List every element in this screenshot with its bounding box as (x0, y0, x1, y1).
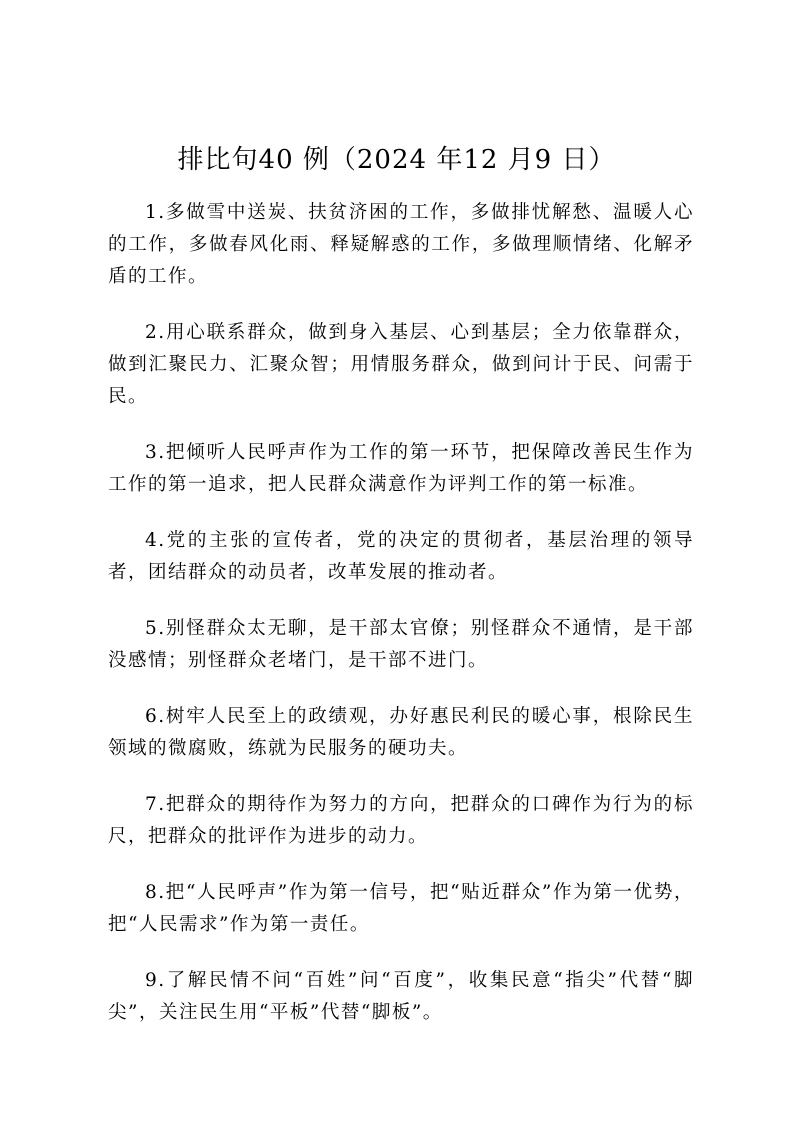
paragraph-5: 5.别怪群众太无聊，是干部太官僚；别怪群众不通情，是干部没感情；别怪群众老堵门，是干部不进门。 (108, 618, 694, 671)
paragraph-2: 2.用心联系群众，做到身入基层、心到基层；全力依靠群众，做到汇聚民力、汇聚众智；用情服务群众，做到问计于民、问需于民。 (108, 322, 694, 407)
paragraph-3: 3.把倾听人民呼声作为工作的第一环节，把保障改善民生作为工作的第一追求，把人民群众满意作为评判工作的第一标准。 (108, 442, 694, 495)
paragraph-9: 9.了解民情不问“百姓”问“百度”，收集民意“指尖”代替“脚尖”，关注民生用“平板”代替“脚板”。 (108, 970, 694, 1023)
document-body (108, 197, 694, 1053)
paragraph-7: 7.把群众的期待作为努力的方向，把群众的口碑作为行为的标尺，把群众的批评作为进步的动力。 (108, 794, 694, 847)
paragraph-8: 8.把“人民呼声”作为第一信号，把“贴近群众”作为第一优势，把“人民需求”作为第一责任。 (108, 882, 694, 935)
paragraph-4: 4.党的主张的宣传者，党的决定的贯彻者，基层治理的领导者，团结群众的动员者，改革发展的推动者。 (108, 530, 694, 583)
page-title: 排比句40 例（2024 年12 月9 日） (177, 145, 616, 175)
paragraph-1: 1.多做雪中送炭、扶贫济困的工作，多做排忧解愁、温暖人心的工作，多做春风化雨、释疑解惑的工作，多做理顺情绪、化解矛盾的工作。 (108, 202, 694, 287)
paragraph-6: 6.树牢人民至上的政绩观，办好惠民利民的暖心事，根除民生领域的微腐败，练就为民服务的硬功夫。 (108, 706, 694, 759)
